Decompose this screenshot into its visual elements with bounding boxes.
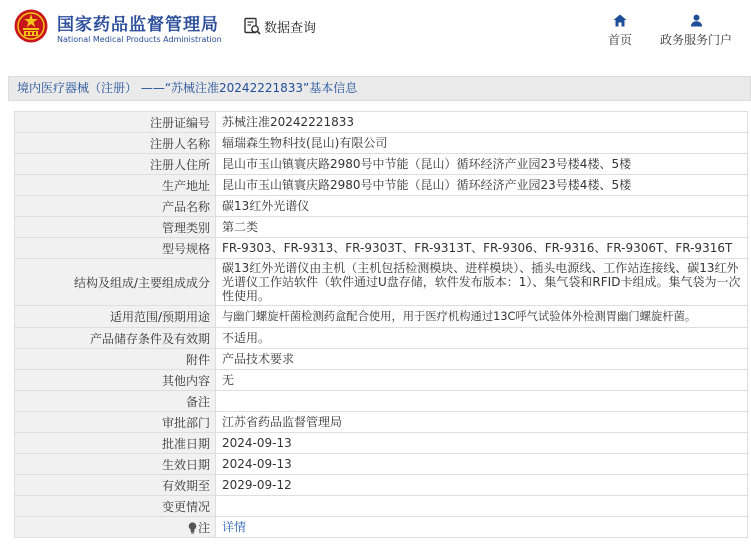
- search-document-icon: [243, 17, 262, 36]
- row-value: 第二类: [216, 217, 748, 238]
- table-row: [15, 217, 748, 238]
- table-row: [15, 475, 748, 496]
- row-value: 与幽门螺旋杆菌检测药盒配合使用，用于医疗机构通过13C呼气试验体外检测胃幽门螺旋杆菌。: [216, 306, 748, 328]
- row-value: [216, 496, 748, 517]
- table-row: [15, 112, 748, 133]
- row-value: 碳13红外光谱仪由主机（主机包括检测模块、进样模块）、插头电源线、工作站连接线、碳13红外光谱仪工作站软件（软件通过U盘存储，软件发布版本：1）、集气袋和RFID卡组成。集气袋为一次性使用。: [216, 259, 748, 306]
- row-value: 无: [216, 370, 748, 391]
- row-value: FR-9303、FR-9313、FR-9303T、FR-9313T、FR-9306、FR-9316、FR-9306T、FR-9316T: [216, 238, 748, 259]
- row-value: 不适用。: [216, 328, 748, 349]
- row-label: 注册人名称: [15, 133, 216, 154]
- table-row: [15, 306, 748, 328]
- row-value: [216, 517, 748, 538]
- row-label: 其他内容: [15, 370, 216, 391]
- nav-home-label: 首页: [607, 33, 632, 47]
- user-icon: [690, 14, 703, 27]
- row-label: 备注: [15, 391, 216, 412]
- national-emblem-icon: [14, 9, 48, 43]
- row-value: 昆山市玉山镇寰庆路2980号中节能（昆山）循环经济产业园23号楼4楼、5楼: [216, 175, 748, 196]
- site-header: [0, 0, 751, 64]
- table-row: [15, 412, 748, 433]
- row-label: 产品名称: [15, 196, 216, 217]
- table-row: [15, 391, 748, 412]
- row-label: 结构及组成/主要组成成分: [15, 259, 216, 306]
- row-value: 江苏省药品监督管理局: [216, 412, 748, 433]
- row-label: 管理类别: [15, 217, 216, 238]
- row-label: 批准日期: [15, 433, 216, 454]
- table-row: [15, 259, 748, 306]
- row-label: 变更情况: [15, 496, 216, 517]
- site-title: 国家药品监督管理局: [57, 15, 219, 35]
- row-label: 注册证编号: [15, 112, 216, 133]
- table-row: [15, 349, 748, 370]
- row-label: 有效期至: [15, 475, 216, 496]
- row-label: 生产地址: [15, 175, 216, 196]
- nav-service-portal[interactable]: [657, 14, 735, 48]
- row-label: 附件: [15, 349, 216, 370]
- data-search-label: 数据查询: [264, 21, 317, 36]
- table-row: [15, 133, 748, 154]
- table-row: [15, 454, 748, 475]
- row-value: 2029-09-12: [216, 475, 748, 496]
- row-label: 型号规格: [15, 238, 216, 259]
- row-label: [15, 517, 216, 538]
- table-row: [15, 196, 748, 217]
- row-value: [216, 391, 748, 412]
- details-link[interactable]: 详情: [222, 520, 247, 534]
- row-label: 产品储存条件及有效期: [15, 328, 216, 349]
- row-label: 适用范围/预期用途: [15, 306, 216, 328]
- row-value: 碳13红外光谱仪: [216, 196, 748, 217]
- table-row: [15, 433, 748, 454]
- row-label: 审批部门: [15, 412, 216, 433]
- table-row: [15, 175, 748, 196]
- row-label: 注册人住所: [15, 154, 216, 175]
- row-label: 生效日期: [15, 454, 216, 475]
- nav-service-portal-label: 政务服务门户: [659, 33, 732, 47]
- note-label: 注: [197, 520, 210, 535]
- device-detail-table: [14, 111, 748, 538]
- lightbulb-icon: [188, 522, 197, 534]
- breadcrumb: 境内医疗器械（注册） ——“苏械注准20242221833”基本信息: [8, 76, 751, 101]
- row-value: 昆山市玉山镇寰庆路2980号中节能（昆山）循环经济产业园23号楼4楼、5楼: [216, 154, 748, 175]
- table-row: [15, 328, 748, 349]
- data-search-link[interactable]: [243, 17, 316, 36]
- table-row: [15, 517, 748, 538]
- nav-home[interactable]: [603, 14, 637, 48]
- table-row: [15, 154, 748, 175]
- row-value: 2024-09-13: [216, 454, 748, 475]
- site-subtitle: National Medical Products Administration: [57, 35, 222, 44]
- row-value: 产品技术要求: [216, 349, 748, 370]
- table-row: [15, 370, 748, 391]
- home-icon: [613, 14, 627, 27]
- row-value: 苏械注准20242221833: [216, 112, 748, 133]
- table-row: [15, 496, 748, 517]
- row-value: 2024-09-13: [216, 433, 748, 454]
- row-value: 辐瑞森生物科技(昆山)有限公司: [216, 133, 748, 154]
- table-row: [15, 238, 748, 259]
